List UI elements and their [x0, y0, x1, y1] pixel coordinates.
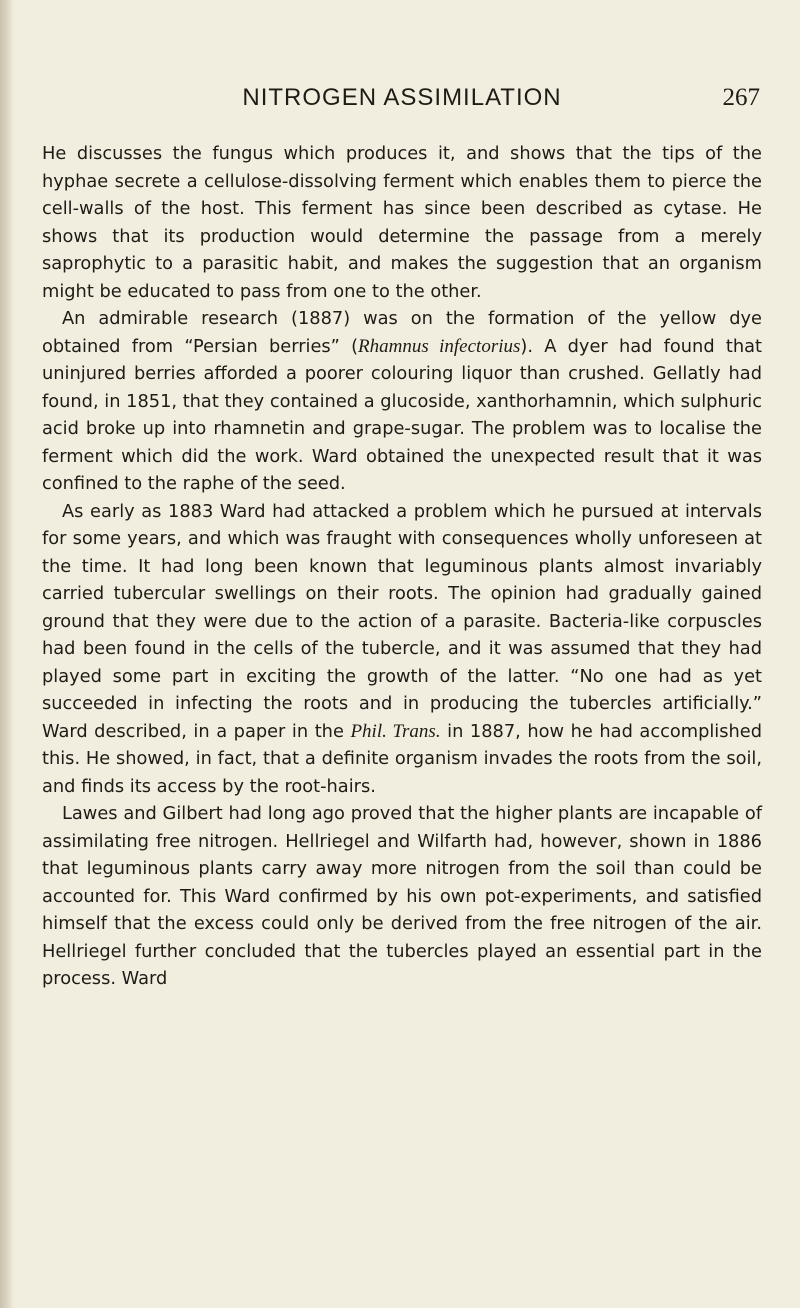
- book-spine-shadow: [0, 0, 14, 1308]
- body-text: [42, 140, 762, 993]
- paragraph-3-text-b: in 1887, how he had accomplished this. He showed, in fact, that a definite organism invades the roots from the soil, and finds its access by the root-hairs.: [42, 720, 762, 797]
- book-page: [42, 84, 762, 993]
- paragraph-2-text-b: ). A dyer had found that uninjured berries afforded a poorer colouring liquor than crushed. Gellatly had found, in 1851, that they contained a glucoside, xanthorhamnin, which sulphuric acid broke up into rhamnetin and grape-sugar. The problem was to localise the ferment which did the work. Ward obtained the unexpected result that it was confined to the raphe of the seed.: [42, 335, 762, 494]
- journal-title: Phil. Trans.: [350, 720, 441, 742]
- page-header: [42, 84, 762, 124]
- page-number: 267: [722, 84, 760, 111]
- paragraph-2: [42, 305, 762, 498]
- paragraph-1: He discusses the fungus which produces it, and shows that the tips of the hyphae secrete a cellulose-dissolving ferment which enables them to pierce the cell-walls of the host. This ferment has since been described as cytase. He shows that its production would determine the passage from a merely saprophytic to a parasitic habit, and makes the suggestion that an organism might be educated to pass from one to the other.: [42, 143, 762, 302]
- running-title: NITROGEN ASSIMILATION: [242, 84, 562, 111]
- paragraph-2-text-a: An admirable research (1887) was on the formation of the yellow dye obtained from “Persian berries” (: [42, 308, 762, 357]
- paragraph-3: [42, 498, 762, 801]
- paragraph-3-text-a: As early as 1883 Ward had attacked a problem which he pursued at intervals for some years, and which was fraught with consequences wholly unforeseen at the time. It had long been known that leguminous plants almost invariably carried tubercular swellings on their roots. The opinion had gradually gained ground that they were due to the action of a parasite. Bacteria-like corpuscles had been found in the cells of the tubercle, and it was assumed that they had played some part in exciting the growth of the latter. “No one had as yet succeeded in infecting the roots and in producing the tubercles artificially.” Ward described, in a paper in the: [42, 500, 762, 742]
- paragraph-4: Lawes and Gilbert had long ago proved that the higher plants are incapable of assimilating free nitrogen. Hellriegel and Wilfarth had, however, shown in 1886 that leguminous plants carry away more nitrogen from the soil than could be accounted for. This Ward confirmed by his own pot-experiments, and satisfied himself that the excess could only be derived from the free nitrogen of the air. Hellriegel further concluded that the tubercles played an essential part in the process. Ward: [42, 803, 762, 989]
- species-name: Rhamnus infectorius: [358, 335, 521, 357]
